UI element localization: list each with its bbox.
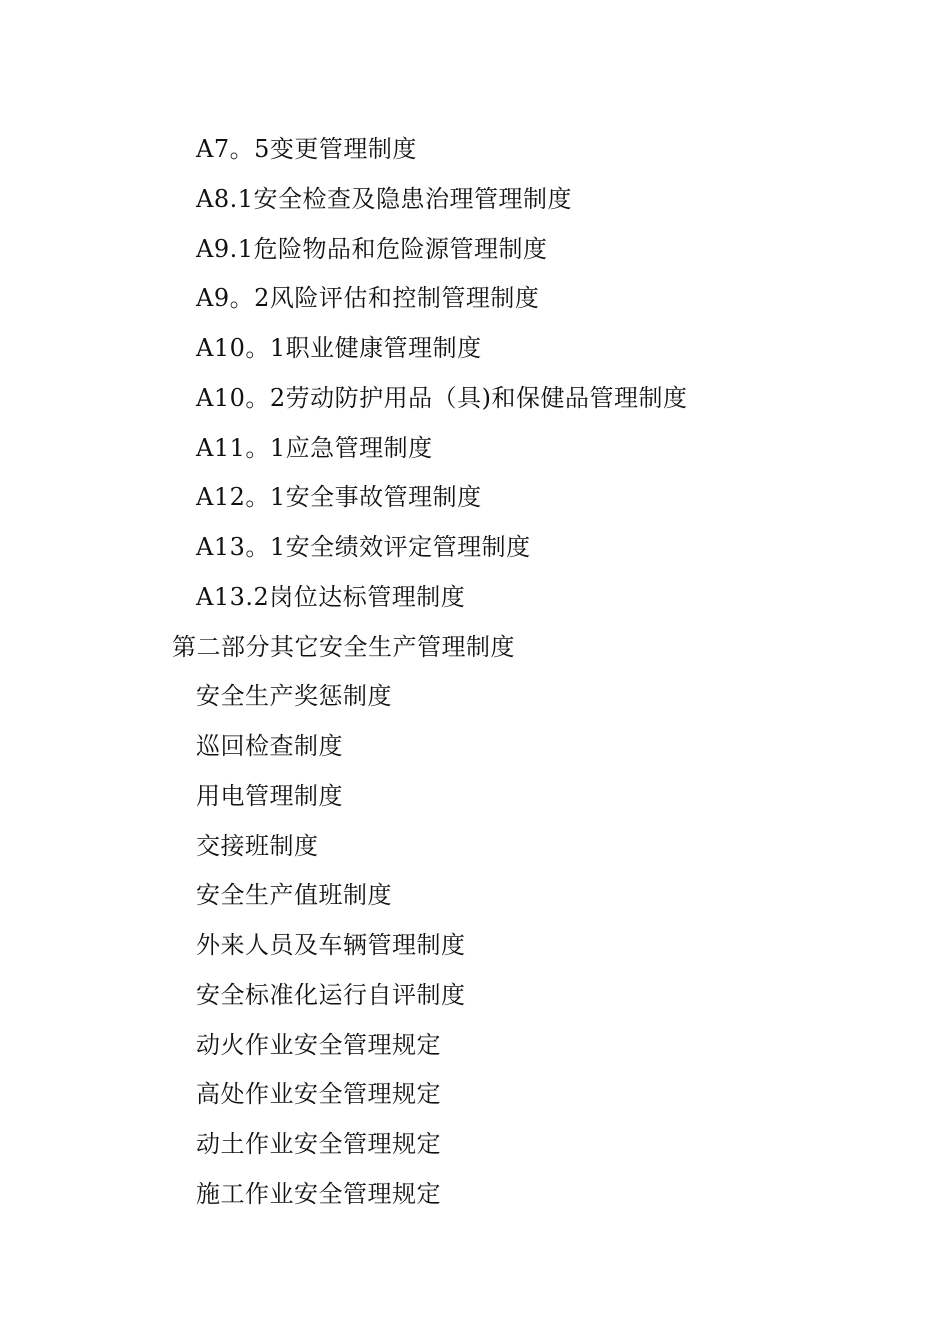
toc-item: A9。2风险评估和控制管理制度 — [196, 284, 540, 312]
toc-item: A12。1安全事故管理制度 — [196, 483, 482, 511]
toc-item: A7。5变更管理制度 — [196, 135, 417, 163]
toc-item: 高处作业安全管理规定 — [196, 1080, 441, 1108]
toc-item: A9.1危险物品和危险源管理制度 — [196, 235, 548, 263]
toc-item: A10。1职业健康管理制度 — [196, 334, 482, 362]
toc-item: A11。1应急管理制度 — [196, 434, 433, 462]
toc-item: 安全生产奖惩制度 — [196, 682, 392, 710]
section-heading: 第二部分其它安全生产管理制度 — [172, 633, 515, 661]
toc-item: 动土作业安全管理规定 — [196, 1130, 441, 1158]
toc-item: 巡回检查制度 — [196, 732, 343, 760]
toc-item: 交接班制度 — [196, 832, 319, 860]
toc-item: 动火作业安全管理规定 — [196, 1031, 441, 1059]
toc-item: A10。2劳动防护用品（具)和保健品管理制度 — [196, 384, 688, 412]
toc-item: 用电管理制度 — [196, 782, 343, 810]
toc-item: 施工作业安全管理规定 — [196, 1180, 441, 1208]
toc-item: A8.1安全检查及隐患治理管理制度 — [196, 185, 572, 213]
toc-item: 安全生产值班制度 — [196, 881, 392, 909]
toc-item: 安全标准化运行自评制度 — [196, 981, 466, 1009]
toc-item: A13.2岗位达标管理制度 — [196, 583, 466, 611]
toc-item: A13。1安全绩效评定管理制度 — [196, 533, 531, 561]
toc-item: 外来人员及车辆管理制度 — [196, 931, 466, 959]
